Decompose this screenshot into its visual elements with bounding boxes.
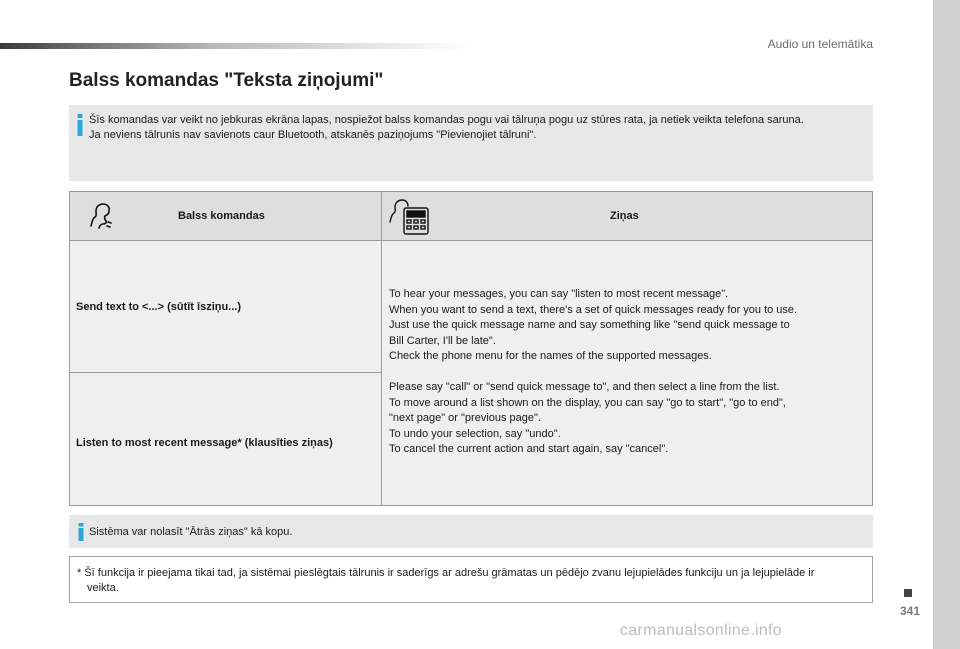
info-line-2: Ja neviens tālrunis nav savienots caur Bluetooth, atskanēs paziņojums "Pievienojiet tālruni". bbox=[89, 129, 537, 141]
response-paragraph-2 bbox=[389, 380, 859, 458]
voice-commands-table bbox=[69, 191, 873, 506]
column-header-messages: Ziņas bbox=[610, 210, 639, 222]
response-line: Please say "call" or "send quick message to", and then select a line from the list. bbox=[389, 381, 780, 393]
command-listen-message: Listen to most recent message* (klausīties ziņas) bbox=[76, 437, 333, 449]
table-header-commands bbox=[70, 192, 382, 241]
table-row bbox=[70, 241, 382, 373]
page-number: 341 bbox=[900, 604, 921, 618]
response-line: To undo your selection, say "undo". bbox=[389, 427, 561, 440]
page-title: Balss komandas "Teksta ziņojumi" bbox=[69, 70, 384, 91]
response-line: To move around a list shown on the display, you can say "go to start", "go to end", bbox=[389, 396, 786, 409]
note-text: Sistēma var nolasīt "Ātrās ziņas" kā kopu. bbox=[89, 526, 293, 538]
response-line: To hear your messages, you can say "listen to most recent message". bbox=[389, 288, 729, 300]
watermark: carmanualsonline.info bbox=[620, 622, 782, 639]
info-icon bbox=[78, 523, 84, 546]
response-line: Bill Carter, I'll be late". bbox=[389, 334, 496, 347]
speaking-phone-icon bbox=[388, 198, 432, 241]
info-line-1: Šīs komandas var veikt no jebkuras ekrāna lapas, nospiežot balss komandas pogu vai tālruņa pogu uz stūres rata, ja netiek veikta telefona saruna. bbox=[89, 114, 804, 126]
footnote-text: * Šī funkcija ir pieejama tikai tad, ja sistēmai pieslēgtais tālrunis ir saderīgs ar adrešu grāmatas un pēdējo zvanu lejupielādes funkciju un ja lejupielāde ir veikta. bbox=[77, 567, 815, 594]
header-decorative-bar bbox=[0, 43, 470, 49]
note-box bbox=[69, 515, 873, 548]
table-row bbox=[70, 373, 382, 505]
response-line: When you want to send a text, there's a set of quick messages ready for you to use. bbox=[389, 303, 798, 316]
response-line: "next page" or "previous page". bbox=[389, 412, 541, 424]
page-marker bbox=[904, 589, 912, 597]
command-send-text: Send text to <...> (sūtīt īsziņu...) bbox=[76, 301, 242, 313]
response-cell bbox=[382, 241, 872, 505]
table-header-messages bbox=[382, 192, 872, 241]
footnote-box bbox=[69, 556, 873, 603]
response-line: Check the phone menu for the names of the supported messages. bbox=[389, 350, 712, 362]
info-icon bbox=[77, 114, 83, 141]
column-header-voice-commands: Balss komandas bbox=[178, 210, 265, 222]
response-paragraph-1 bbox=[389, 287, 859, 365]
info-box bbox=[69, 105, 873, 181]
voice-command-icon bbox=[88, 202, 114, 235]
response-line: To cancel the current action and start again, say "cancel". bbox=[389, 443, 669, 455]
response-line: Just use the quick message name and say something like "send quick message to bbox=[389, 319, 790, 331]
section-title: Audio un telemātika bbox=[767, 37, 873, 51]
side-tab-strip bbox=[933, 0, 960, 649]
info-text bbox=[89, 113, 859, 143]
